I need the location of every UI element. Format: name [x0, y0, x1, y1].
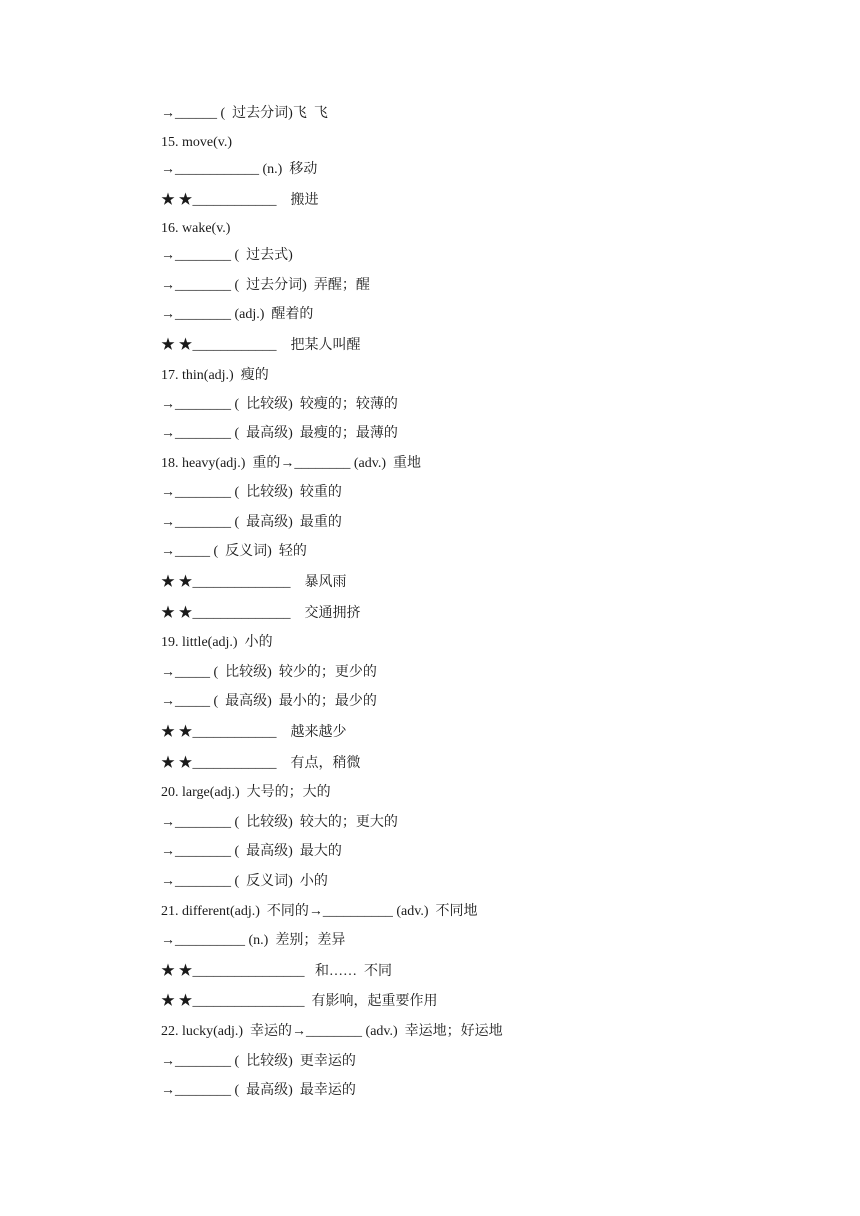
line-wake-adj: →________ (adj.) 醒着的	[161, 307, 314, 322]
line-different-phrase-2: ★ ★________________ 有影响，起重要作用	[161, 994, 438, 1009]
line-move-noun: →____________ (n.) 移动	[161, 162, 318, 177]
line-thin-comparative: →________ ( 比较级) 较瘦的；较薄的	[161, 397, 398, 412]
line-heavy-phrase-2: ★ ★______________ 交通拥挤	[161, 606, 361, 621]
line-little-phrase-2: ★ ★____________ 有点，稍微	[161, 756, 361, 771]
line-lucky-superlative: →________ ( 最高级) 最幸运的	[161, 1083, 356, 1098]
line-different-phrase-1: ★ ★________________ 和…… 不同	[161, 964, 392, 979]
line-fly-past-participle: →______ ( 过去分词)飞 飞	[161, 106, 328, 121]
line-large-superlative: →________ ( 最高级) 最大的	[161, 844, 342, 859]
line-little-comparative: →_____ ( 比较级) 较少的；更少的	[161, 665, 377, 680]
line-heavy-phrase-1: ★ ★______________ 暴风雨	[161, 575, 347, 590]
line-large-antonym: →________ ( 反义词) 小的	[161, 874, 328, 889]
item-18-heading: 18. heavy(adj.) 重的→________ (adv.) 重地	[161, 456, 421, 471]
line-different-noun: →__________ (n.) 差别；差异	[161, 933, 346, 948]
line-lucky-comparative: →________ ( 比较级) 更幸运的	[161, 1054, 356, 1069]
line-large-comparative: →________ ( 比较级) 较大的；更大的	[161, 815, 398, 830]
line-wake-phrase: ★ ★____________ 把某人叫醒	[161, 338, 361, 353]
item-16-heading: 16. wake(v.)	[161, 221, 231, 236]
line-thin-superlative: →________ ( 最高级) 最瘦的；最薄的	[161, 426, 398, 441]
item-17-heading: 17. thin(adj.) 瘦的	[161, 368, 269, 383]
item-22-heading: 22. lucky(adj.) 幸运的→________ (adv.) 幸运地；好运地	[161, 1024, 503, 1039]
item-15-heading: 15. move(v.)	[161, 135, 233, 150]
line-little-phrase-1: ★ ★____________ 越来越少	[161, 725, 347, 740]
line-heavy-superlative: →________ ( 最高级) 最重的	[161, 515, 342, 530]
line-little-superlative: →_____ ( 最高级) 最小的；最少的	[161, 694, 377, 709]
item-21-heading: 21. different(adj.) 不同的→__________ (adv.) 不同地	[161, 904, 478, 919]
line-wake-past: →________ ( 过去式)	[161, 248, 293, 263]
line-move-phrase: ★ ★____________ 搬进	[161, 193, 319, 208]
line-wake-past-participle: →________ ( 过去分词) 弄醒；醒	[161, 278, 370, 293]
item-20-heading: 20. large(adj.) 大号的；大的	[161, 785, 331, 800]
line-heavy-antonym: →_____ ( 反义词) 轻的	[161, 544, 307, 559]
item-19-heading: 19. little(adj.) 小的	[161, 635, 273, 650]
line-heavy-comparative: →________ ( 比较级) 较重的	[161, 485, 342, 500]
